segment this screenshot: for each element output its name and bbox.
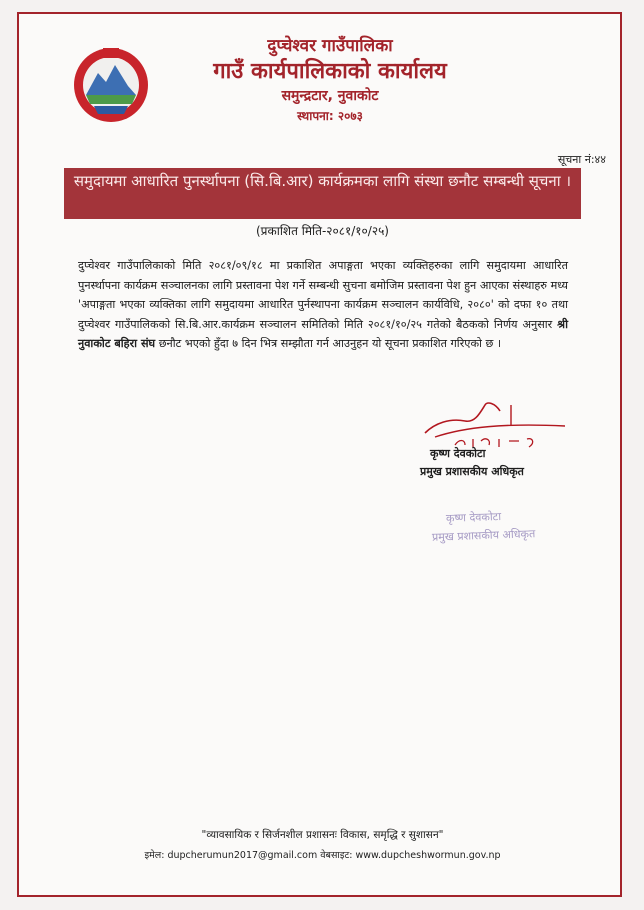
municipality-name: दुप्चेश्वर गाउँपालिका: [267, 36, 393, 56]
office-address: समुन्द्रटार, नुवाकोट: [281, 88, 379, 104]
body-part1: दुप्चेश्वर गाउँपालिकाको मिति २०८१/०९/१८ मा प्रकाशित अपाङ्गता भएका व्यक्तिहरुका लागि समुदायमा आधारित पुनर्स्थापना कार्यक्रम सञ्चालनका लागि प्रस्तावना पेश गर्ने सम्बन्धी सुचना बमोजिम प्रस्तावना पेश हुन आएका संस्थाहरु मध्य 'अपाङ्गता भएका व्यक्तिका लागि समुदायमा आधारित पुर्नस्थापना कार्यक्रम सञ्चालन कार्यविधि, २०८०' को दफा १० तथा दुप्चेश्वर गाउँपालिकको सि.बि.आर.कार्यक्रम सञ्चालन समितिको मिति २०८१/१०/२५ गतेको बैठकको निर्णय अनुसार: [78, 259, 568, 331]
notice-body: [78, 256, 568, 354]
established-year: स्थापना: २०७३: [297, 109, 363, 123]
footer-contact: इमेल: dupcherumun2017@gmail.com वेबसाइट: www.dupcheshwormun.gov.np: [144, 850, 501, 861]
footer-motto: "व्यावसायिक र सिर्जनशील प्रशासनः विकास, समृद्धि र सुशासन": [201, 829, 444, 841]
official-stamp-name: कृष्ण देवकोटा: [445, 510, 502, 525]
nepal-emblem-logo: [68, 40, 154, 126]
official-stamp-title: प्रमुख प्रशासकीय अधिकृत: [431, 527, 536, 544]
signer-title: प्रमुख प्रशासकीय अधिकृत: [420, 465, 524, 478]
handwritten-signature: [415, 393, 575, 453]
office-name: गाउँ कार्यपालिकाको कार्यालय: [213, 59, 447, 84]
selected-organization: श्री नुवाकोट बहिरा संघ: [78, 317, 568, 350]
notice-number: सूचना नं:४४: [557, 153, 606, 166]
body-part2: छनौट भएको हुँदा ७ दिन भित्र सम्झौता गर्न आउनुहन यो सूचना प्रकाशित गरिएको छ ।: [158, 337, 502, 350]
signer-name: कृष्ण देवकोटा: [430, 447, 486, 460]
letterhead-frame: [17, 12, 622, 897]
notice-title: समुदायमा आधारित पुनर्स्थापना (सि.बि.आर) कार्यक्रमका लागि संस्था छनौट सम्बन्धी सूचना ।: [73, 172, 572, 190]
notice-title-banner: [64, 168, 581, 219]
published-date: (प्रकाशित मिति-२०८१/१०/२५): [255, 224, 389, 238]
